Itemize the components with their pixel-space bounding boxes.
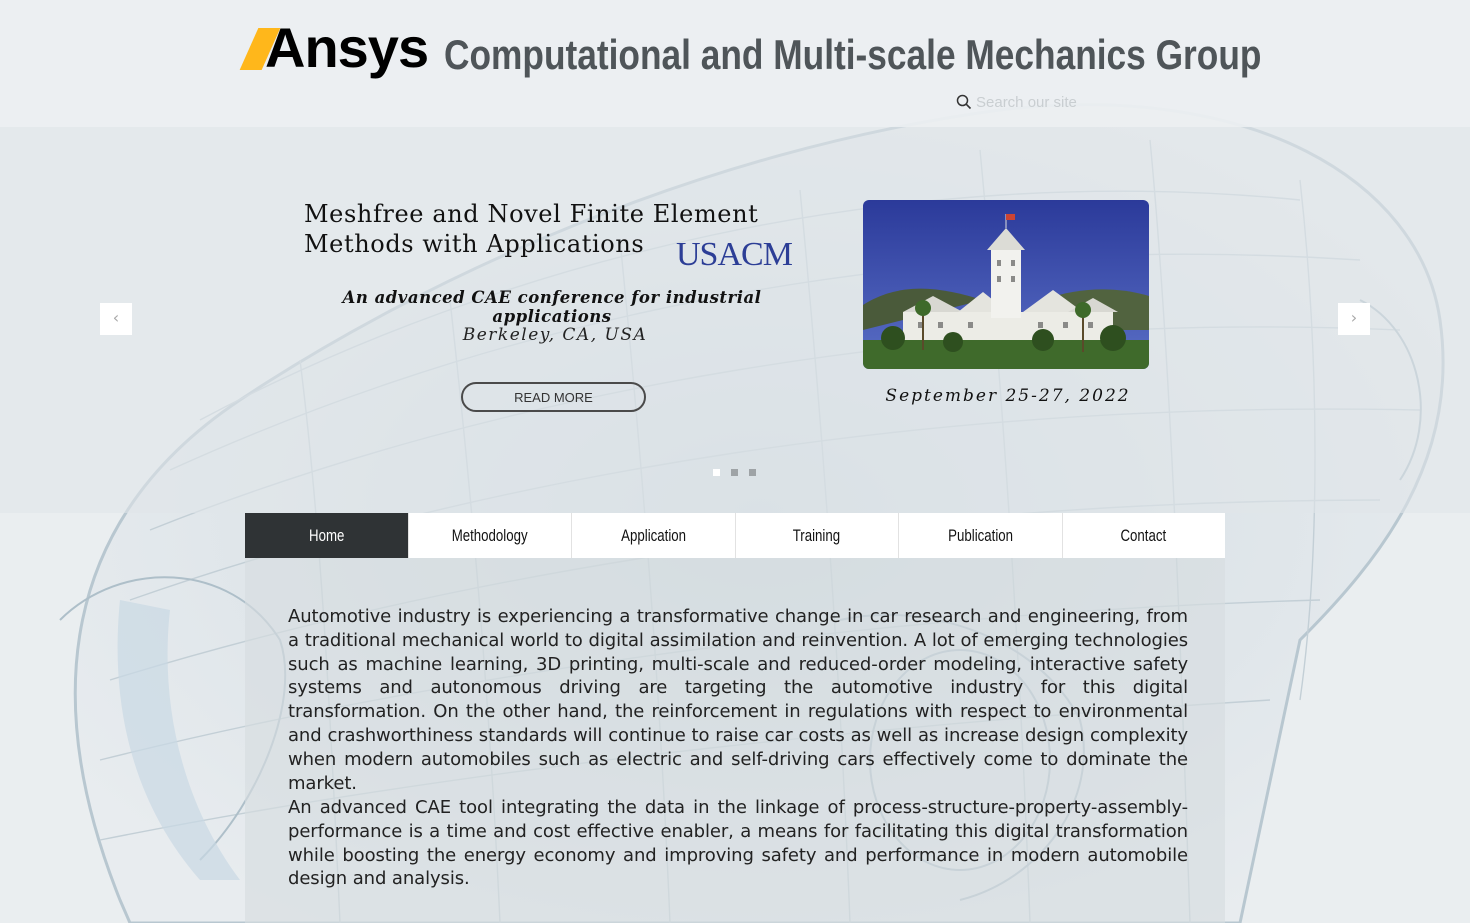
conference-title: Meshfree and Novel Finite Element Methods with Applications (304, 200, 759, 258)
main-navigation (245, 513, 1225, 558)
nav-item-label: Application (620, 526, 686, 545)
nav-item-home[interactable] (245, 513, 408, 558)
nav-item-training[interactable] (735, 513, 899, 558)
nav-item-label: Contact (1120, 526, 1167, 545)
site-header (0, 0, 1470, 127)
conference-slideshow (0, 127, 1470, 513)
usacm-logo: USACM (676, 236, 792, 273)
nav-item-contact[interactable] (1062, 513, 1226, 558)
nav-item-label: Methodology (451, 526, 528, 545)
site-search (956, 90, 1216, 114)
read-more-button[interactable]: READ MORE (461, 382, 646, 412)
nav-item-label: Training (793, 526, 841, 545)
venue-hotel-photo (863, 200, 1149, 369)
slide-indicator-1[interactable] (713, 469, 720, 476)
slideshow-next-button[interactable]: › (1338, 303, 1370, 335)
conference-location: Berkeley, CA, USA (462, 325, 648, 345)
slideshow-prev-button[interactable]: ‹ (100, 303, 132, 335)
logo-wordmark: Ansys (265, 16, 429, 79)
nav-item-label: Publication (947, 526, 1013, 545)
conference-tagline: An advanced CAE conference for industrial applications (342, 288, 762, 326)
search-input[interactable] (976, 90, 1196, 114)
slide-indicator-2[interactable] (731, 469, 738, 476)
search-icon[interactable] (956, 94, 972, 110)
slide-indicator-3[interactable] (749, 469, 756, 476)
nav-item-label: Home (308, 526, 344, 545)
nav-item-application[interactable] (571, 513, 735, 558)
nav-item-publication[interactable] (898, 513, 1062, 558)
ansys-logo[interactable] (247, 16, 429, 84)
site-title: Computational and Multi-scale Mechanics Group (444, 31, 1262, 78)
slideshow-indicators (713, 469, 761, 477)
nav-item-methodology[interactable] (408, 513, 572, 558)
intro-paragraph: Automotive industry is experiencing a transformative change in car research and engineering, from a traditional mechanical world to digital assimilation and reinvention. A lot of emerging technologies such as machine learning, 3D printing, multi-scale and reduced-order modeling, interactive safety systems and autonomous driving are targeting the automotive industry for this digital transformation. On the other hand, the reinforcement in regulations with respect to environmental and crashworthiness standards will continue to raise car costs as well as increase design complexity when modern automobiles such as electric and self-driving cars effectively come to dominate the market. (288, 606, 1188, 794)
main-content (245, 558, 1225, 923)
conference-date: September 25-27, 2022 (885, 386, 1131, 406)
cae-paragraph: An advanced CAE tool integrating the data in the linkage of process-structure-property-assembly-performance is a time and cost effective enabler, a means for facilitating this digital transformation while boosting the energy economy and improving safety and performance in modern automobile design and analysis. (288, 797, 1188, 890)
